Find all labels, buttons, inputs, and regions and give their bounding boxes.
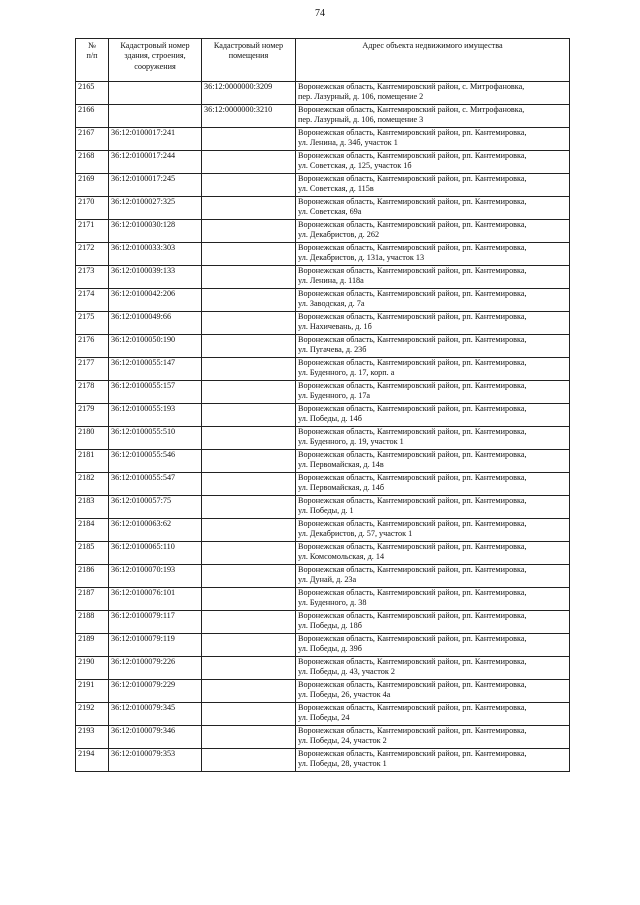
address-cell: [296, 588, 570, 611]
premise-cadastral-cell: [202, 197, 296, 220]
address-line: Воронежская область, Кантемировский район, рп. Кантемировка,: [298, 312, 527, 321]
address-cell: [296, 312, 570, 335]
building-cadastral-cell: 36:12:0100055:510: [109, 427, 202, 450]
building-cadastral-cell: 36:12:0100049:66: [109, 312, 202, 335]
table-row: [76, 128, 570, 151]
premise-cadastral-cell: [202, 519, 296, 542]
address-line: Воронежская область, Кантемировский район, рп. Кантемировка,: [298, 519, 527, 528]
building-cadastral-cell: 36:12:0100017:241: [109, 128, 202, 151]
address-line: ул. Победы, 24: [298, 713, 350, 723]
premise-cadastral-cell: [202, 151, 296, 174]
address-line: Воронежская область, Кантемировский район, рп. Кантемировка,: [298, 243, 527, 252]
header-premise-line: помещения: [228, 51, 269, 61]
row-number-cell: 2165: [76, 82, 109, 105]
table-row: [76, 703, 570, 726]
address-line: ул. Буденного, д. 17а: [298, 391, 371, 401]
address-cell: [296, 680, 570, 703]
row-number-cell: 2184: [76, 519, 109, 542]
row-number-cell: 2176: [76, 335, 109, 358]
row-number-cell: 2166: [76, 105, 109, 128]
address-cell: [296, 266, 570, 289]
address-line: Воронежская область, Кантемировский район, рп. Кантемировка,: [298, 680, 527, 689]
address-cell: [296, 197, 570, 220]
premise-cadastral-cell: [202, 680, 296, 703]
building-cadastral-cell: 36:12:0100055:193: [109, 404, 202, 427]
page-number: 74: [315, 8, 325, 19]
row-number-cell: 2175: [76, 312, 109, 335]
address-line: ул. Буденного, д. 19, участок 1: [298, 437, 404, 447]
building-cadastral-cell: 36:12:0100055:546: [109, 450, 202, 473]
row-number-cell: 2171: [76, 220, 109, 243]
table-row: [76, 174, 570, 197]
premise-cadastral-cell: [202, 312, 296, 335]
address-line: Воронежская область, Кантемировский район, рп. Кантемировка,: [298, 565, 527, 574]
row-number-cell: 2169: [76, 174, 109, 197]
address-line: ул. Победы, 24, участок 2: [298, 736, 387, 746]
table-row: [76, 611, 570, 634]
address-line: Воронежская область, Кантемировский район, рп. Кантемировка,: [298, 473, 527, 482]
building-cadastral-cell: [109, 82, 202, 105]
table-row: [76, 450, 570, 473]
row-number-cell: 2182: [76, 473, 109, 496]
building-cadastral-cell: 36:12:0100042:206: [109, 289, 202, 312]
address-cell: [296, 749, 570, 772]
premise-cadastral-cell: 36:12:0000000:3210: [202, 105, 296, 128]
address-line: ул. Первомайская, д. 14в: [298, 460, 384, 470]
row-number-cell: 2167: [76, 128, 109, 151]
building-cadastral-cell: 36:12:0100017:244: [109, 151, 202, 174]
address-line: ул. Заводская, д. 7а: [298, 299, 365, 309]
address-cell: [296, 565, 570, 588]
premise-cadastral-cell: [202, 496, 296, 519]
row-number-cell: 2191: [76, 680, 109, 703]
table-row: [76, 726, 570, 749]
premise-cadastral-cell: [202, 726, 296, 749]
row-number-cell: 2194: [76, 749, 109, 772]
building-cadastral-cell: 36:12:0100027:325: [109, 197, 202, 220]
row-number-cell: 2168: [76, 151, 109, 174]
table-row: [76, 496, 570, 519]
address-line: пер. Лазурный, д. 106, помещение 3: [298, 115, 424, 125]
address-line: Воронежская область, Кантемировский район, рп. Кантемировка,: [298, 496, 527, 505]
header-building-line: здания, строения,: [124, 51, 186, 61]
address-line: Воронежская область, Кантемировский район, рп. Кантемировка,: [298, 450, 527, 459]
table-row: [76, 197, 570, 220]
row-number-cell: 2179: [76, 404, 109, 427]
building-cadastral-cell: 36:12:0100017:245: [109, 174, 202, 197]
header-num-line: п/п: [86, 51, 98, 61]
header-building-line: Кадастровый номер: [120, 41, 190, 50]
header-premise-line: Кадастровый номер: [213, 41, 284, 50]
address-line: Воронежская область, Кантемировский район, рп. Кантемировка,: [298, 197, 527, 206]
address-line: ул. Декабристов, д. 262: [298, 230, 380, 240]
building-cadastral-cell: 36:12:0100057:75: [109, 496, 202, 519]
building-cadastral-cell: 36:12:0100079:229: [109, 680, 202, 703]
row-number-cell: 2172: [76, 243, 109, 266]
table-row: [76, 565, 570, 588]
address-line: ул. Буденного, д. 38: [298, 598, 367, 608]
address-cell: [296, 220, 570, 243]
address-line: Воронежская область, Кантемировский район, рп. Кантемировка,: [298, 358, 527, 367]
header-address-line: Адрес объекта недвижимого имущества: [362, 41, 503, 50]
building-cadastral-cell: 36:12:0100063:62: [109, 519, 202, 542]
address-cell: [296, 243, 570, 266]
address-line: Воронежская область, Кантемировский район, рп. Кантемировка,: [298, 657, 527, 666]
premise-cadastral-cell: [202, 335, 296, 358]
row-number-cell: 2180: [76, 427, 109, 450]
premise-cadastral-cell: [202, 243, 296, 266]
premise-cadastral-cell: [202, 565, 296, 588]
table-row: [76, 335, 570, 358]
table-row: [76, 220, 570, 243]
address-line: ул. Советская, 69а: [298, 207, 362, 217]
premise-cadastral-cell: [202, 634, 296, 657]
address-line: ул. Буденного, д. 17, корп. а: [298, 368, 395, 378]
address-cell: [296, 174, 570, 197]
table-row: [76, 427, 570, 450]
address-line: Воронежская область, Кантемировский район, рп. Кантемировка,: [298, 335, 527, 344]
table-row: [76, 243, 570, 266]
building-cadastral-cell: 36:12:0100055:157: [109, 381, 202, 404]
table-row: [76, 289, 570, 312]
address-line: ул. Победы, д. 14б: [298, 414, 362, 424]
table-row: [76, 519, 570, 542]
address-cell: [296, 473, 570, 496]
address-line: Воронежская область, Кантемировский район, рп. Кантемировка,: [298, 749, 527, 758]
address-line: пер. Лазурный, д. 106, помещение 2: [298, 92, 424, 102]
address-cell: [296, 128, 570, 151]
address-line: Воронежская область, Кантемировский район, рп. Кантемировка,: [298, 703, 527, 712]
address-line: Воронежская область, Кантемировский район, рп. Кантемировка,: [298, 634, 527, 643]
premise-cadastral-cell: [202, 427, 296, 450]
row-number-cell: 2174: [76, 289, 109, 312]
address-line: Воронежская область, Кантемировский район, рп. Кантемировка,: [298, 381, 527, 390]
address-line: Воронежская область, Кантемировский район, рп. Кантемировка,: [298, 128, 527, 137]
property-registry-table: [75, 38, 570, 772]
building-cadastral-cell: 36:12:0100079:345: [109, 703, 202, 726]
address-line: Воронежская область, Кантемировский район, рп. Кантемировка,: [298, 611, 527, 620]
table-row: [76, 381, 570, 404]
row-number-cell: 2178: [76, 381, 109, 404]
table-row: [76, 634, 570, 657]
table-row: [76, 680, 570, 703]
address-line: ул. Декабристов, д. 131а, участок 13: [298, 253, 425, 263]
row-number-cell: 2170: [76, 197, 109, 220]
address-line: ул. Советская, д. 125, участок 1б: [298, 161, 412, 171]
premise-cadastral-cell: [202, 473, 296, 496]
address-line: Воронежская область, Кантемировский район, рп. Кантемировка,: [298, 542, 527, 551]
address-line: Воронежская область, Кантемировский район, рп. Кантемировка,: [298, 220, 527, 229]
building-cadastral-cell: 36:12:0100050:190: [109, 335, 202, 358]
address-cell: [296, 427, 570, 450]
address-line: Воронежская область, Кантемировский район, рп. Кантемировка,: [298, 726, 527, 735]
row-number-cell: 2189: [76, 634, 109, 657]
premise-cadastral-cell: 36:12:0000000:3209: [202, 82, 296, 105]
premise-cadastral-cell: [202, 588, 296, 611]
table-row: [76, 266, 570, 289]
building-cadastral-cell: 36:12:0100030:128: [109, 220, 202, 243]
row-number-cell: 2177: [76, 358, 109, 381]
address-line: ул. Ленина, д. 118а: [298, 276, 364, 286]
address-cell: [296, 289, 570, 312]
address-cell: [296, 634, 570, 657]
table-row: [76, 473, 570, 496]
table-row: [76, 151, 570, 174]
address-line: ул. Советская, д. 115в: [298, 184, 374, 194]
address-cell: [296, 726, 570, 749]
address-line: Воронежская область, Кантемировский район, рп. Кантемировка,: [298, 588, 527, 597]
premise-cadastral-cell: [202, 749, 296, 772]
row-number-cell: 2173: [76, 266, 109, 289]
address-line: ул. Победы, 28, участок 1: [298, 759, 387, 769]
address-line: ул. Ленина, д. 34б, участок 1: [298, 138, 398, 148]
table-row: [76, 588, 570, 611]
address-line: ул. Победы, д. 39б: [298, 644, 362, 654]
premise-cadastral-cell: [202, 174, 296, 197]
address-line: ул. Победы, 26, участок 4а: [298, 690, 391, 700]
address-cell: [296, 404, 570, 427]
building-cadastral-cell: [109, 105, 202, 128]
header-premise-cadastral: [202, 39, 296, 82]
address-cell: [296, 519, 570, 542]
address-line: Воронежская область, Кантемировский район, рп. Кантемировка,: [298, 404, 527, 413]
premise-cadastral-cell: [202, 404, 296, 427]
building-cadastral-cell: 36:12:0100079:117: [109, 611, 202, 634]
address-line: ул. Победы, д. 18б: [298, 621, 362, 631]
building-cadastral-cell: 36:12:0100079:226: [109, 657, 202, 680]
address-line: Воронежская область, Кантемировский район, с. Митрофановка,: [298, 105, 525, 114]
row-number-cell: 2190: [76, 657, 109, 680]
building-cadastral-cell: 36:12:0100079:353: [109, 749, 202, 772]
table-row: [76, 749, 570, 772]
header-num-line: №: [88, 41, 96, 50]
address-cell: [296, 82, 570, 105]
row-number-cell: 2181: [76, 450, 109, 473]
row-number-cell: 2183: [76, 496, 109, 519]
table-row: [76, 82, 570, 105]
row-number-cell: 2186: [76, 565, 109, 588]
address-line: Воронежская область, Кантемировский район, рп. Кантемировка,: [298, 266, 527, 275]
premise-cadastral-cell: [202, 611, 296, 634]
building-cadastral-cell: 36:12:0100079:346: [109, 726, 202, 749]
building-cadastral-cell: 36:12:0100070:193: [109, 565, 202, 588]
row-number-cell: 2192: [76, 703, 109, 726]
address-line: ул. Декабристов, д. 57, участок 1: [298, 529, 413, 539]
header-num: [76, 39, 109, 82]
table-row: [76, 542, 570, 565]
address-line: Воронежская область, Кантемировский район, рп. Кантемировка,: [298, 289, 527, 298]
address-line: ул. Дунай, д. 23а: [298, 575, 357, 585]
address-line: Воронежская область, Кантемировский район, рп. Кантемировка,: [298, 427, 527, 436]
row-number-cell: 2193: [76, 726, 109, 749]
premise-cadastral-cell: [202, 266, 296, 289]
address-cell: [296, 657, 570, 680]
address-cell: [296, 542, 570, 565]
address-line: ул. Победы, д. 43, участок 2: [298, 667, 395, 677]
building-cadastral-cell: 36:12:0100055:547: [109, 473, 202, 496]
building-cadastral-cell: 36:12:0100055:147: [109, 358, 202, 381]
premise-cadastral-cell: [202, 289, 296, 312]
table-row: [76, 657, 570, 680]
address-cell: [296, 358, 570, 381]
address-line: ул. Первомайская, д. 14б: [298, 483, 385, 493]
address-line: ул. Пугачева, д. 23б: [298, 345, 367, 355]
header-building-cadastral: [109, 39, 202, 82]
table-row: [76, 312, 570, 335]
address-line: Воронежская область, Кантемировский район, с. Митрофановка,: [298, 82, 525, 91]
address-cell: [296, 496, 570, 519]
row-number-cell: 2185: [76, 542, 109, 565]
header-building-line: сооружения: [134, 61, 176, 71]
table-row: [76, 105, 570, 128]
building-cadastral-cell: 36:12:0100039:133: [109, 266, 202, 289]
building-cadastral-cell: 36:12:0100079:119: [109, 634, 202, 657]
premise-cadastral-cell: [202, 220, 296, 243]
address-line: Воронежская область, Кантемировский район, рп. Кантемировка,: [298, 174, 527, 183]
row-number-cell: 2188: [76, 611, 109, 634]
building-cadastral-cell: 36:12:0100033:303: [109, 243, 202, 266]
address-cell: [296, 450, 570, 473]
premise-cadastral-cell: [202, 542, 296, 565]
address-cell: [296, 151, 570, 174]
premise-cadastral-cell: [202, 358, 296, 381]
premise-cadastral-cell: [202, 703, 296, 726]
address-cell: [296, 381, 570, 404]
premise-cadastral-cell: [202, 128, 296, 151]
address-cell: [296, 611, 570, 634]
address-cell: [296, 703, 570, 726]
building-cadastral-cell: 36:12:0100065:110: [109, 542, 202, 565]
premise-cadastral-cell: [202, 381, 296, 404]
table-header: [76, 39, 570, 82]
address-cell: [296, 105, 570, 128]
address-cell: [296, 335, 570, 358]
address-line: ул. Победы, д. 1: [298, 506, 354, 516]
table-row: [76, 358, 570, 381]
table-row: [76, 404, 570, 427]
row-number-cell: 2187: [76, 588, 109, 611]
header-address: [296, 39, 570, 82]
table-body: [76, 82, 570, 772]
building-cadastral-cell: 36:12:0100076:101: [109, 588, 202, 611]
address-line: ул. Нахичевань, д. 1б: [298, 322, 372, 332]
address-line: Воронежская область, Кантемировский район, рп. Кантемировка,: [298, 151, 527, 160]
premise-cadastral-cell: [202, 657, 296, 680]
address-line: ул. Комсомольская, д. 14: [298, 552, 385, 562]
premise-cadastral-cell: [202, 450, 296, 473]
